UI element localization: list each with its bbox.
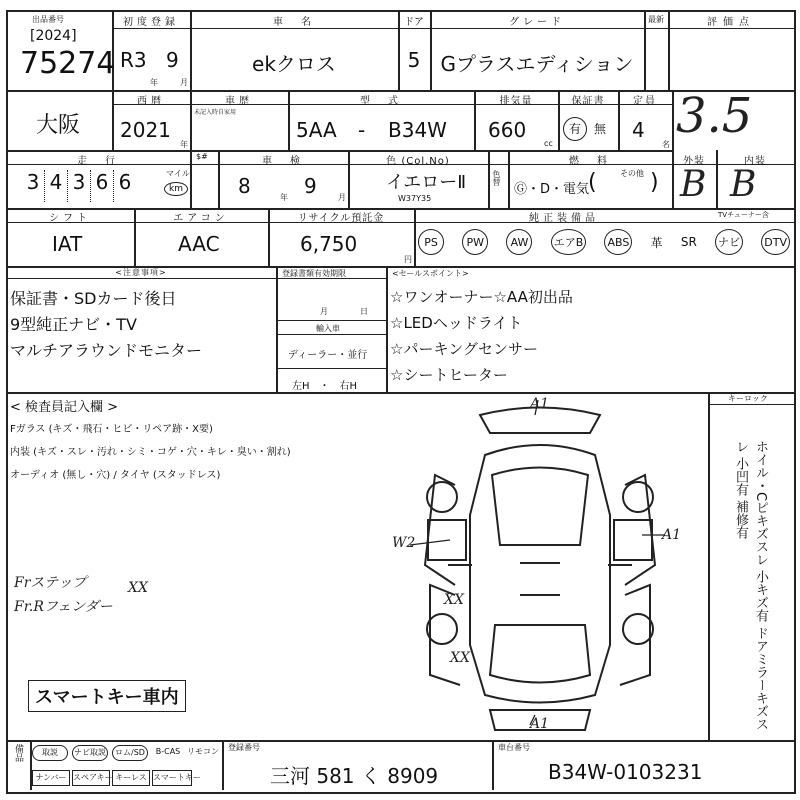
model-label: 型 式 — [360, 96, 402, 107]
plate-label: 登録番号 — [228, 743, 260, 752]
score: 3.5 — [676, 88, 753, 144]
interior-grade: B — [730, 164, 757, 205]
mile-sub: $# — [196, 152, 208, 161]
day-month-label: 月 日 — [320, 307, 368, 316]
caution-label: <注意事項> — [115, 268, 167, 277]
shift: IAT — [52, 232, 83, 256]
item-smart-key: スマートキー — [152, 770, 192, 786]
first-reg-era: R3 — [120, 48, 147, 72]
warranty-yes: 有 — [563, 117, 587, 141]
nen-mark-2: 年 — [180, 140, 188, 149]
diagram-mark-left: W2 — [392, 535, 416, 551]
fuel-options: Ⓖ・D・電気 — [514, 182, 590, 197]
grade: Gプラスエディション — [440, 52, 634, 76]
lot-number: 75274 — [20, 46, 116, 81]
model-dash: - — [358, 118, 366, 142]
plate: 三河 581 く 8909 — [270, 764, 439, 788]
exterior-grade: B — [680, 164, 707, 205]
mileage-digit: 6 — [118, 170, 132, 194]
item-manual: 取説 — [32, 745, 68, 761]
import-label: 輸入車 — [316, 324, 340, 333]
warranty-no: 無 — [594, 122, 607, 136]
diagram-mark-front: A1 — [530, 396, 550, 412]
recycle: 6,750 — [300, 232, 358, 256]
capacity-unit: 名 — [662, 140, 670, 149]
ac-label: エアコン — [173, 213, 229, 224]
km-label: km — [164, 182, 188, 196]
item-plate: ナンバー — [32, 770, 70, 786]
grade-label: グレード — [509, 17, 565, 28]
doors: 5 — [407, 48, 421, 72]
mileage-digit: 3 — [22, 170, 45, 202]
vehicle-cat-label: 車歴 — [225, 96, 253, 107]
vehicle-cat-sub: 未記入時自家用 — [194, 109, 237, 116]
key-lock-label: キーロック — [728, 394, 768, 403]
cc-label: 排気量 — [499, 96, 533, 107]
cc-unit: cc — [544, 139, 553, 148]
color-change-label: 色替 — [492, 170, 501, 186]
shift-label: シフト — [49, 213, 91, 224]
car-name-label: 車 名 — [273, 17, 315, 28]
reg-expiry-label: 登録書類有効期限 — [282, 269, 346, 278]
car-name: ekクロス — [252, 52, 336, 76]
item-keyless: キーレス — [112, 770, 150, 786]
hand-label: 左H ・ 右H — [292, 381, 358, 392]
smart-key-box — [28, 680, 186, 712]
western-year-label: 西暦 — [137, 96, 165, 107]
caution-line: 9型純正ナビ・TV — [10, 315, 137, 334]
hand-note: Fr.Rフェンダー — [14, 599, 113, 615]
side-note: ホイル・Cピキズスレ 小キズ有 ドアミラーキズスレ 小凹有 補修有 — [733, 440, 768, 731]
fuel-open-paren: ( — [588, 170, 597, 195]
mileage-digit: 3 — [68, 170, 91, 202]
fuel-label: 燃 料 — [569, 156, 611, 167]
inspection-year: 8 — [238, 174, 251, 198]
interior-label: 内装 — [744, 156, 766, 167]
equip-abs: ABS — [604, 229, 632, 255]
ac: AAC — [178, 232, 220, 256]
first-reg-month: 9 — [166, 48, 179, 72]
mileage-digit: 6 — [91, 170, 114, 202]
hand-note: Frステップ — [14, 575, 87, 591]
cc: 660 — [488, 118, 527, 142]
hand-note: XX — [128, 580, 148, 596]
item-bcas: B-CAS — [155, 747, 181, 756]
inspection-line3: オーディオ (無し・穴) / タイヤ (スタッドレス) — [10, 470, 221, 481]
caution-line: 保証書・SDカード後日 — [10, 289, 177, 308]
tsuki-mark-3: 月 — [338, 193, 346, 202]
sales-label: <セールスポイント> — [392, 269, 469, 278]
sales-point: ☆ワンオーナー☆AA初出品 — [390, 288, 573, 306]
sales-point: ☆シートヒーター — [390, 366, 508, 384]
caution-line: マルチアラウンドモニター — [10, 341, 203, 360]
class-label: 最新 — [648, 15, 664, 24]
sales-point: ☆LEDヘッドライト — [390, 314, 523, 332]
equip-airbag: エアB — [551, 229, 587, 255]
item-rom-sd: ロム/SD — [112, 745, 148, 761]
tv-tuner-label: TVチューナー含 — [718, 211, 769, 219]
model-prefix: 5AA — [296, 118, 337, 142]
equip-sr: SR — [680, 235, 697, 249]
diagram-mark-right: A1 — [662, 527, 682, 543]
mileage-digits — [22, 170, 162, 202]
lot-label: 出品番号 — [32, 15, 64, 24]
yen-mark: 円 — [404, 255, 412, 264]
equip-pw: PW — [462, 229, 488, 255]
chassis-label: 車台番号 — [498, 743, 530, 752]
region: 大阪 — [36, 113, 81, 138]
capacity-label: 定員 — [633, 96, 657, 107]
fuel-other: その他 — [620, 169, 644, 178]
inspection-line1: Fガラス (キズ・飛石・ヒビ・リペア跡・X要) — [10, 424, 213, 435]
equipment-list — [418, 229, 790, 255]
equip-navi: ナビ — [715, 229, 743, 255]
color-code: W37Y35 — [398, 194, 432, 203]
item-spare-key: スペアキー — [72, 770, 110, 786]
items-label: 備品 — [13, 744, 23, 762]
mile-label: マイル — [166, 169, 190, 178]
equipment-label: 純正装備品 — [529, 213, 599, 224]
inspection-title: < 検査員記入欄 > — [10, 400, 119, 415]
capacity: 4 — [632, 118, 645, 142]
chassis: B34W-0103231 — [548, 760, 703, 784]
diagram-mark-rear: A1 — [530, 716, 550, 732]
item-remote: リモコン — [187, 747, 219, 756]
inspection-label: 車 検 — [262, 156, 304, 167]
mileage-digit: 4 — [45, 170, 68, 202]
import-value: ディーラー・並行 — [288, 350, 368, 361]
equip-aw: AW — [506, 229, 532, 255]
model: B34W — [388, 118, 447, 142]
year-badge: [2024] — [30, 28, 77, 44]
nen-mark: 年 — [150, 78, 158, 87]
inspection-line2: 内装 (キズ・スレ・汚れ・シミ・コゲ・穴・キレ・臭い・割れ) — [10, 447, 291, 458]
equip-ps: PS — [418, 229, 444, 255]
western-year: 2021 — [120, 118, 171, 142]
warranty-label: 保証書 — [571, 96, 605, 107]
equip-dtv: DTV — [761, 229, 790, 255]
smart-key-note: スマートキー車内 — [35, 687, 179, 708]
exterior-label: 外装 — [683, 156, 705, 167]
doors-label: ドア — [404, 17, 424, 28]
diagram-mark-rear-left: XX — [450, 650, 470, 666]
equip-leather: 革 — [650, 235, 663, 250]
first-reg-label: 初度登録 — [123, 17, 179, 28]
nen-mark-3: 年 — [280, 193, 288, 202]
tsuki-mark: 月 — [180, 78, 188, 87]
car-diagram — [380, 395, 700, 740]
diagram-mark-side: XX — [444, 592, 464, 608]
color-label: 色 (Col.No) — [386, 156, 450, 167]
color: イエローⅡ — [386, 172, 467, 193]
fuel-close-paren: ) — [650, 170, 659, 195]
item-navi-manual: ナビ取説 — [72, 745, 108, 761]
mileage-label: 走 行 — [77, 156, 119, 167]
score-label: 評価点 — [707, 17, 755, 28]
recycle-label: リサイクル預託金 — [297, 213, 385, 224]
inspection-month: 9 — [304, 174, 317, 198]
sales-point: ☆パーキングセンサー — [390, 340, 538, 358]
